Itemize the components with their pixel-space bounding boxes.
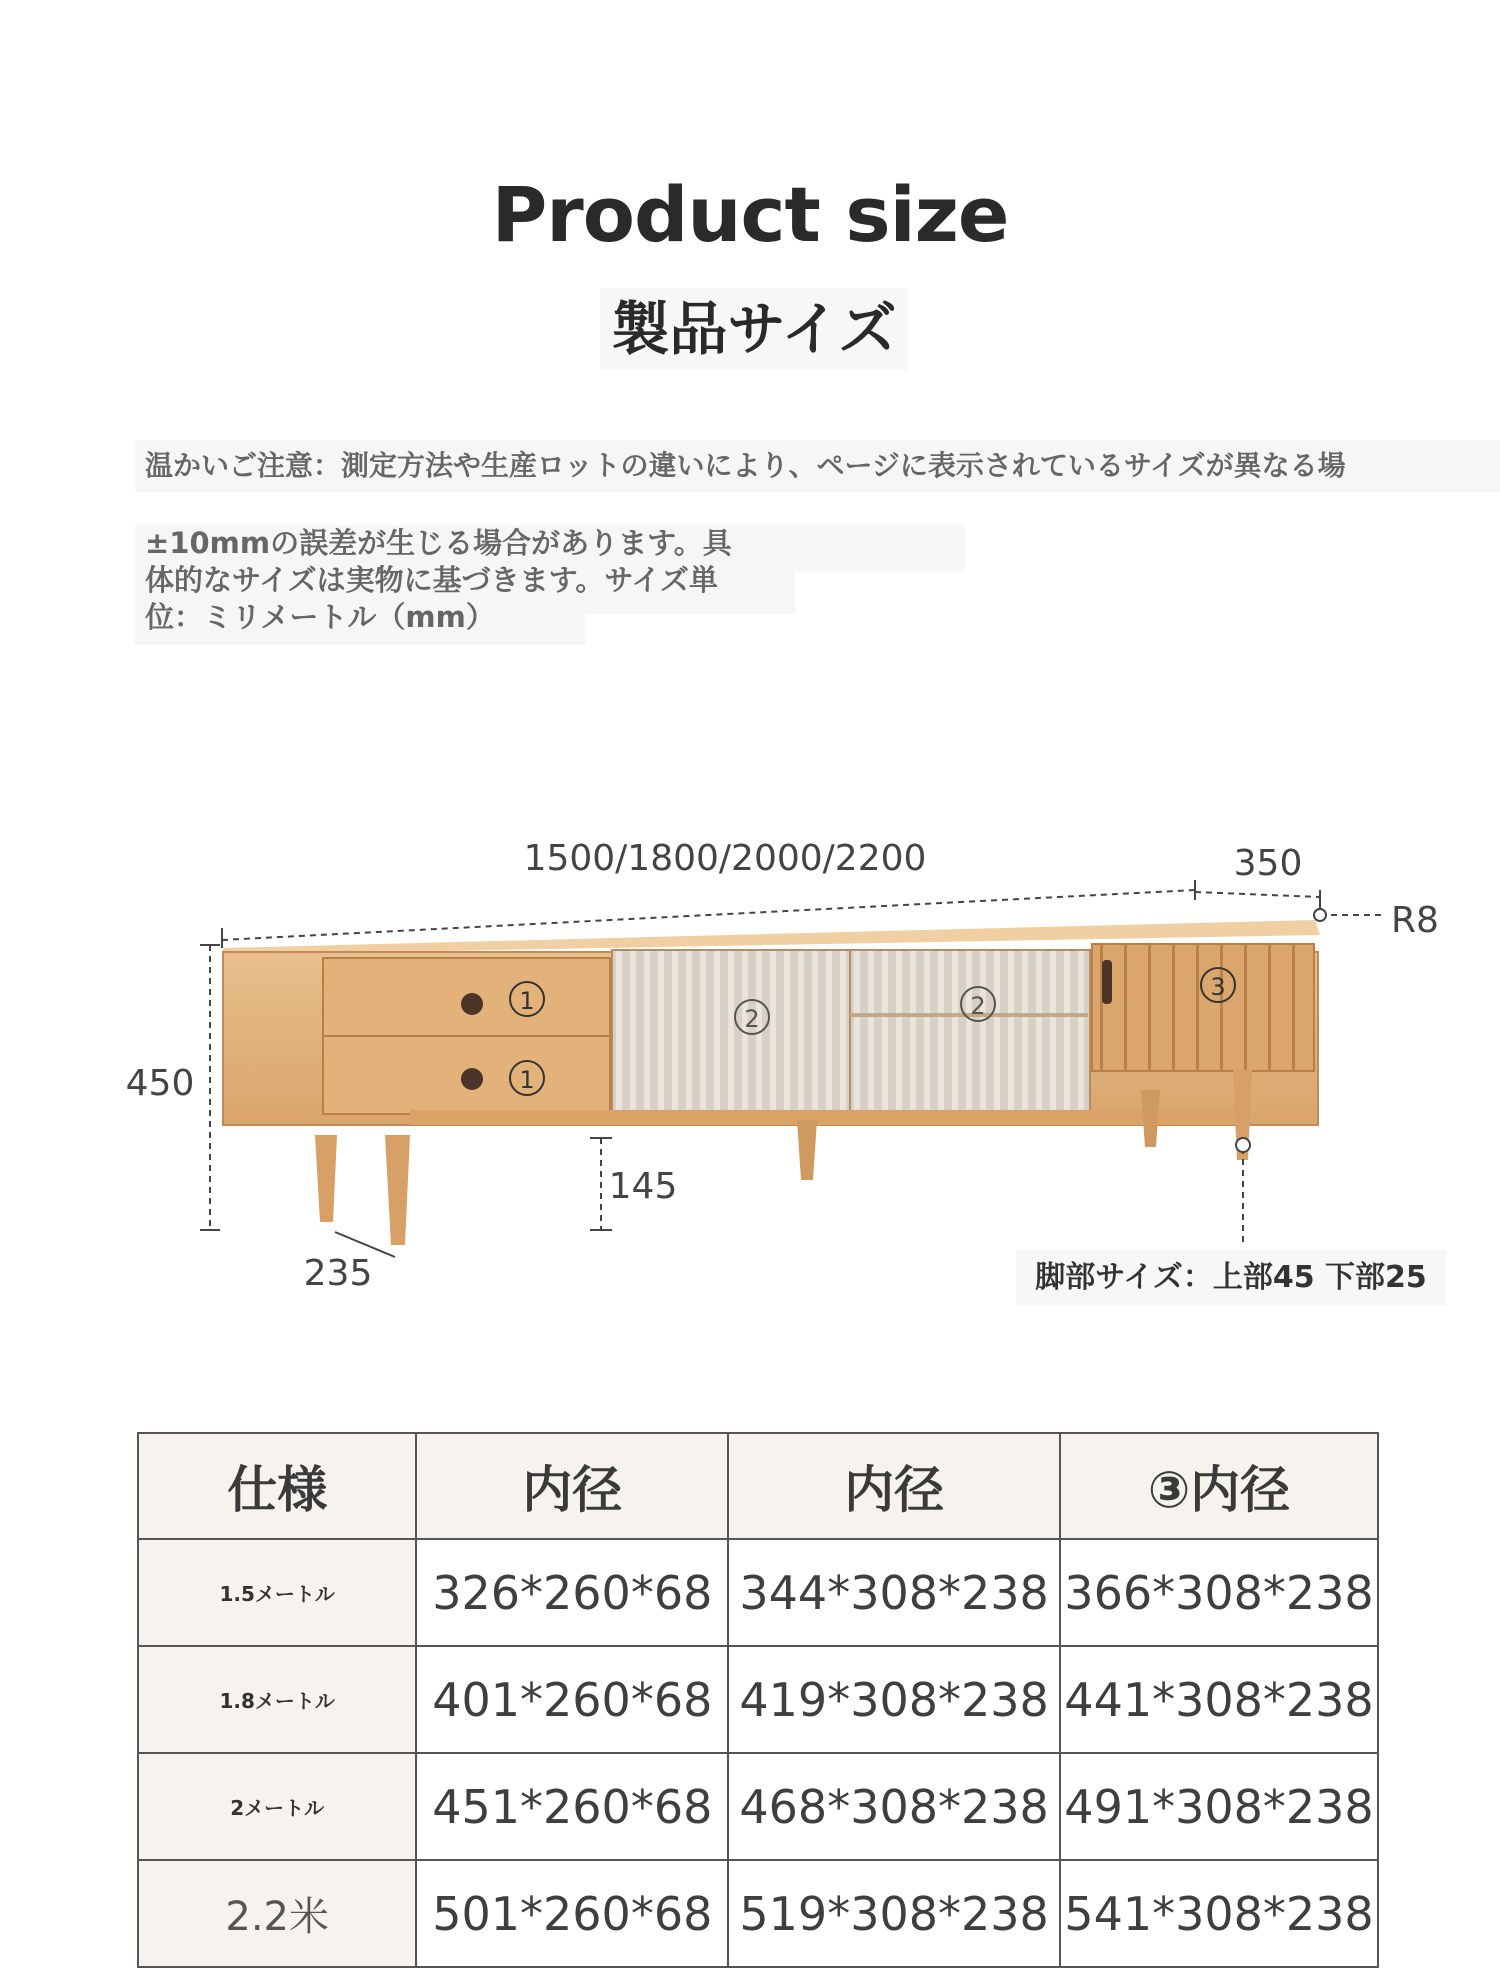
notice-paragraph <box>145 525 825 636</box>
radius-label: R8 <box>1391 900 1439 941</box>
drawer-knob-top <box>461 993 483 1015</box>
notice-line-4: 位：ミリメートル（mm） <box>145 600 495 634</box>
svg-text:3: 3 <box>1210 973 1226 1001</box>
row-inner-1: 326*260*68 <box>416 1539 728 1646</box>
glass-door-left <box>612 950 850 1115</box>
row-inner-2: 519*308*238 <box>728 1860 1060 1967</box>
svg-text:2: 2 <box>970 992 986 1020</box>
svg-text:2: 2 <box>744 1005 760 1033</box>
door-handle <box>1102 960 1112 1004</box>
header-spec: 仕様 <box>138 1433 416 1539</box>
row-inner-1: 451*260*68 <box>416 1753 728 1860</box>
glass-door-right <box>850 950 1090 1115</box>
leg-front-mid <box>385 1135 410 1245</box>
depth-dim-line <box>1195 892 1320 897</box>
height-label: 450 <box>125 1063 195 1104</box>
leg-back-right <box>1141 1090 1160 1147</box>
page-title: Product size <box>491 170 1009 259</box>
table-header-row <box>138 1433 1378 1539</box>
svg-text:1: 1 <box>519 1066 535 1094</box>
row-inner-1: 401*260*68 <box>416 1646 728 1753</box>
header-inner-2: 内径 <box>728 1433 1060 1539</box>
table-row <box>138 1753 1378 1860</box>
row-inner-1: 501*260*68 <box>416 1860 728 1967</box>
table-row <box>138 1860 1378 1967</box>
table-row <box>138 1539 1378 1646</box>
row-inner-3: 366*308*238 <box>1060 1539 1378 1646</box>
header-inner-3: ③内径 <box>1060 1433 1378 1539</box>
row-inner-3: 541*308*238 <box>1060 1860 1378 1967</box>
row-inner-3: 491*308*238 <box>1060 1753 1378 1860</box>
leg-back-mid <box>797 1120 817 1180</box>
header-inner-1: 内径 <box>416 1433 728 1539</box>
leg-offset-label: 235 <box>303 1253 373 1294</box>
drawer-knob-bottom <box>461 1068 483 1090</box>
row-spec: 1.8メートル <box>138 1646 416 1753</box>
row-spec: 2メートル <box>138 1753 416 1860</box>
notice-line-2: ±10mmの誤差が生じる場合があります。具 <box>145 526 732 560</box>
tv-cabinet-diagram <box>0 820 1500 1320</box>
cabinet-base-rail <box>410 1110 1240 1125</box>
depth-label: 350 <box>1233 843 1303 884</box>
table-row <box>138 1646 1378 1753</box>
notice-line-1: 温かいご注意：測定方法や生産ロットの違いにより、ページに表示されているサイズが異なる場 <box>135 440 1500 492</box>
width-label: 1500/1800/2000/2200 <box>523 838 927 879</box>
row-inner-2: 468*308*238 <box>728 1753 1060 1860</box>
row-spec: 2.2米 <box>138 1860 416 1967</box>
page-subtitle: 製品サイズ <box>600 288 908 370</box>
slatted-door <box>1092 944 1314 1071</box>
notice-line-3: 体的なサイズは実物に基づきます。サイズ単 <box>145 563 719 597</box>
row-inner-2: 344*308*238 <box>728 1539 1060 1646</box>
svg-text:1: 1 <box>519 987 535 1015</box>
leg-front-left <box>315 1135 337 1222</box>
spec-table <box>137 1432 1379 1968</box>
row-spec: 1.5メートル <box>138 1539 416 1646</box>
clearance-label: 145 <box>608 1166 678 1207</box>
leg-size-note: 脚部サイズ：上部45 下部25 <box>1016 1250 1446 1306</box>
row-inner-2: 419*308*238 <box>728 1646 1060 1753</box>
row-inner-3: 441*308*238 <box>1060 1646 1378 1753</box>
